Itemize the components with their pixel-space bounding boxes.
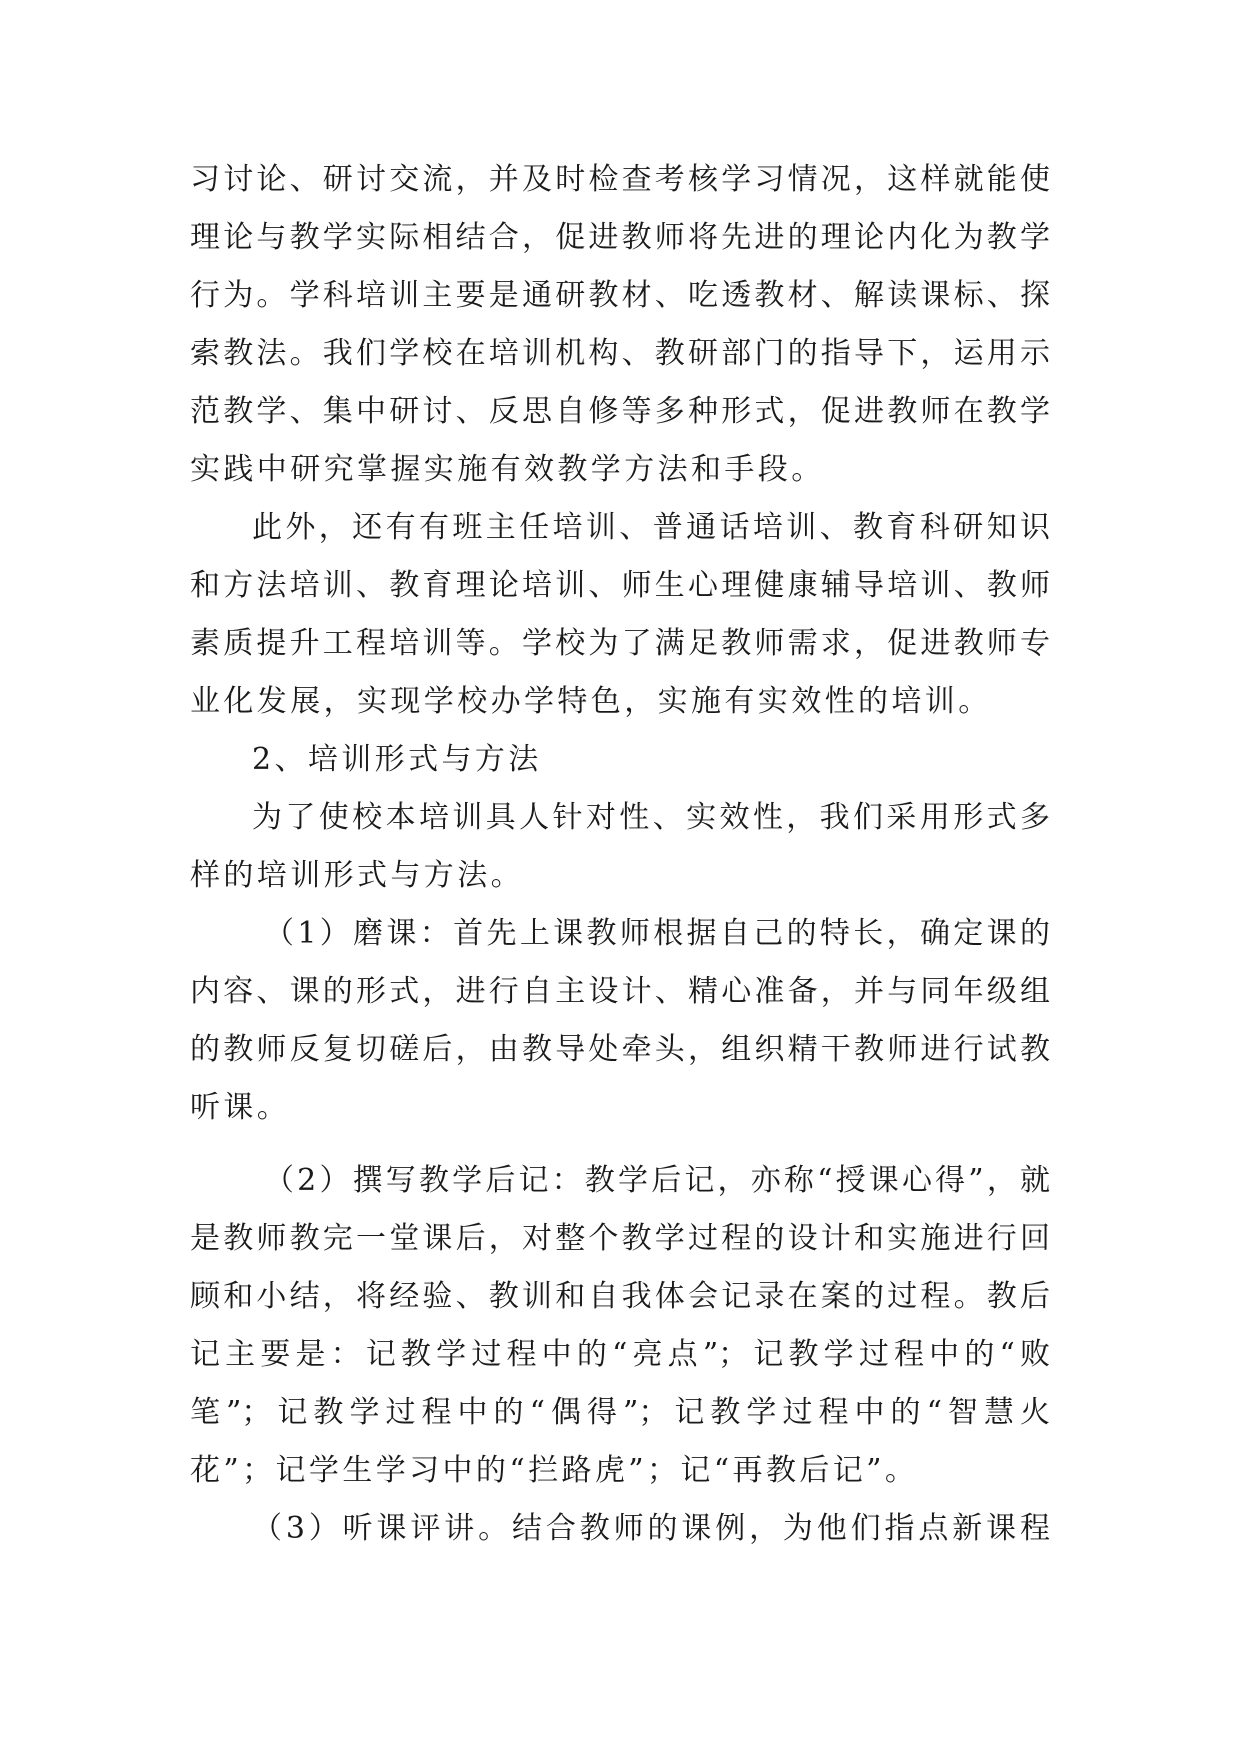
text-line: 范教学、集中研讨、反思自修等多种形式，促进教师在教学: [190, 394, 1050, 429]
section-heading: 2、培训形式与方法: [252, 742, 542, 777]
text-line: 的教师反复切磋后，由教导处牵头，组织精干教师进行试教: [190, 1032, 1050, 1067]
paragraph-first-line: 为了使校本培训具人针对性、实效性，我们采用形式多: [252, 800, 1050, 835]
list-item-first-line: （3）听课评讲。结合教师的课例，为他们指点新课程: [252, 1511, 1050, 1546]
text-line: 索教法。我们学校在培训机构、教研部门的指导下，运用示: [190, 336, 1050, 371]
text-line: 业化发展，实现学校办学特色，实施有实效性的培训。: [190, 684, 992, 719]
text-line: 听课。: [190, 1090, 291, 1125]
text-line: 和方法培训、教育理论培训、师生心理健康辅导培训、教师: [190, 568, 1050, 603]
text-line: 样的培训形式与方法。: [190, 858, 524, 893]
text-line: 顾和小结，将经验、教训和自我体会记录在案的过程。教后: [190, 1279, 1050, 1314]
list-item-first-line: （2）撰写教学后记：教学后记，亦称“授课心得”，就: [264, 1163, 1050, 1198]
text-line: 理论与教学实际相结合，促进教师将先进的理论内化为教学: [190, 220, 1050, 255]
text-line: 行为。学科培训主要是通研教材、吃透教材、解读课标、探: [190, 278, 1050, 313]
text-line: 花”；记学生学习中的“拦路虎”；记“再教后记”。: [190, 1453, 919, 1488]
text-line: 是教师教完一堂课后，对整个教学过程的设计和实施进行回: [190, 1221, 1050, 1256]
text-line: 记主要是：记教学过程中的“亮点”；记教学过程中的“败: [190, 1337, 1050, 1372]
text-line: 内容、课的形式，进行自主设计、精心准备，并与同年级组: [190, 974, 1050, 1009]
text-line: 习讨论、研讨交流，并及时检查考核学习情况，这样就能使: [190, 162, 1050, 197]
paragraph-first-line: 此外，还有有班主任培训、普通话培训、教育科研知识: [252, 510, 1050, 545]
text-line: 素质提升工程培训等。学校为了满足教师需求，促进教师专: [190, 626, 1050, 661]
list-item-first-line: （1）磨课：首先上课教师根据自己的特长，确定课的: [264, 916, 1050, 951]
text-line: 笔”；记教学过程中的“偶得”；记教学过程中的“智慧火: [190, 1395, 1050, 1430]
text-line: 实践中研究掌握实施有效教学方法和手段。: [190, 452, 825, 487]
